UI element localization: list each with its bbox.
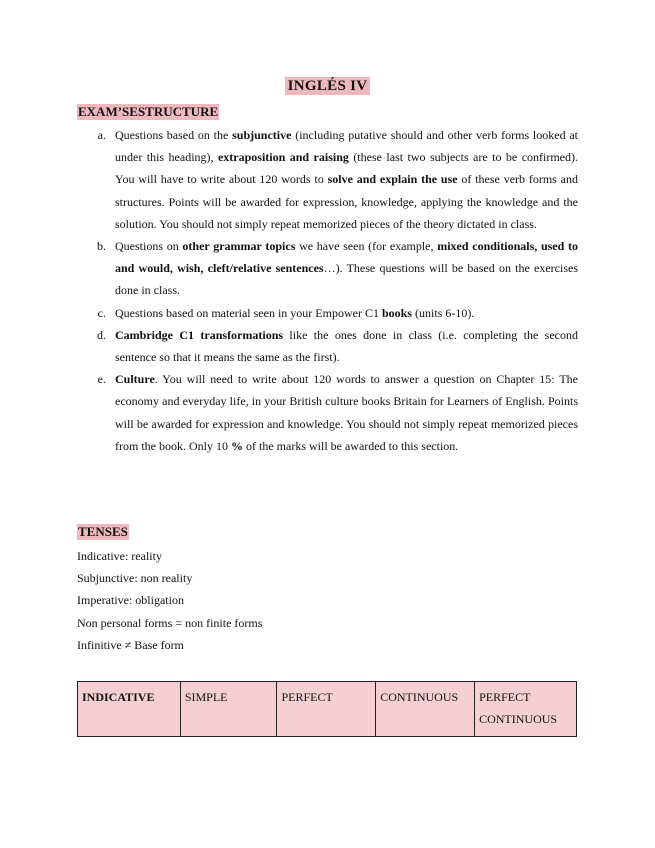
text-run: of the marks will be awarded to this section. (243, 438, 459, 453)
bold-text: other grammar topics (182, 239, 296, 254)
document-title-wrap (0, 77, 655, 95)
exam-item-text (115, 235, 578, 302)
bold-text: subjunctive (232, 128, 292, 142)
table-header-cell: INDICATIVE (78, 682, 181, 737)
indicative-table (77, 681, 577, 737)
text-run: (units 6-10). (411, 305, 475, 320)
tense-line: Infinitive ≠ Base form (77, 637, 184, 652)
tense-line: Indicative: reality (77, 549, 162, 563)
bold-text: Culture (115, 372, 155, 387)
exam-item-marker: c. (97, 305, 106, 320)
text-run: (including putative should and other verb forms looked at under this heading), (115, 128, 579, 165)
bold-text: solve and explain the use (327, 172, 458, 187)
tense-line: Non personal forms = non finite forms (77, 615, 263, 630)
exam-item (77, 324, 578, 368)
bold-text: Cambridge C1 transformations (115, 327, 284, 342)
bold-text: % (231, 438, 243, 453)
bold-text: mixed conditionals, used to and would, wish, cleft/relative sentences (115, 239, 579, 276)
bold-text: extraposition and raising (217, 150, 349, 165)
text-run: (these last two subjects are to be confirmed). You will have to write about 120 words to (115, 150, 578, 187)
table-header-cell: PERFECT CONTINUOUS (475, 682, 577, 737)
exam-structure-heading: EXAM’SESTRUCTURE (78, 104, 219, 119)
exam-structure-list (77, 124, 578, 457)
bold-text: books (381, 305, 412, 320)
text-run: of these verb forms and structures. Points will be awarded for expression, knowledge, applying the knowledge and the solution. You should not simply repeat memorized pieces of the theory dictated in class. (115, 172, 578, 231)
exam-item (77, 302, 578, 324)
exam-item-marker: b. (97, 239, 106, 254)
table-header-cell: SIMPLE (180, 682, 277, 737)
exam-item-text (115, 302, 578, 324)
table-header-row (78, 682, 577, 737)
text-run: …). These questions will be based on the exercises done in class. (115, 261, 579, 298)
exam-item (77, 124, 578, 235)
exam-item-text (115, 368, 578, 457)
exam-item (77, 235, 578, 302)
tenses-heading: TENSES (78, 524, 128, 539)
exam-item-text (115, 124, 578, 235)
exam-item-marker: e. (97, 372, 106, 387)
table-header-cell: PERFECT (277, 682, 376, 737)
table-header-cell: CONTINUOUS (376, 682, 475, 737)
exam-item-marker: d. (97, 327, 106, 342)
text-run: . You will need to write about 120 words to answer a question on Chapter 15: The economy and everyday life, in your British culture books Britain for Learners of English. Points will be awarded for expression and knowledge. You should not simply repeat memorized pieces from the book. Only 10 (115, 372, 578, 453)
tense-line: Subjunctive: non reality (77, 571, 193, 586)
text-run: Questions based on material seen in your Empower C1 (115, 305, 382, 320)
text-run: Questions based on the (115, 128, 233, 142)
exam-item-text (115, 324, 578, 368)
tenses-list (77, 545, 262, 656)
text-run: we have seen (for example, (295, 239, 438, 254)
exam-item-marker: a. (97, 128, 106, 142)
document-title: INGLÉS IV (285, 77, 371, 95)
tense-line: Imperative: obligation (77, 593, 184, 608)
text-run: Questions on (115, 239, 183, 254)
exam-item (77, 368, 578, 457)
text-run: like the ones done in class (i.e. completing the second sentence so that it means the same as the first). (115, 327, 578, 365)
